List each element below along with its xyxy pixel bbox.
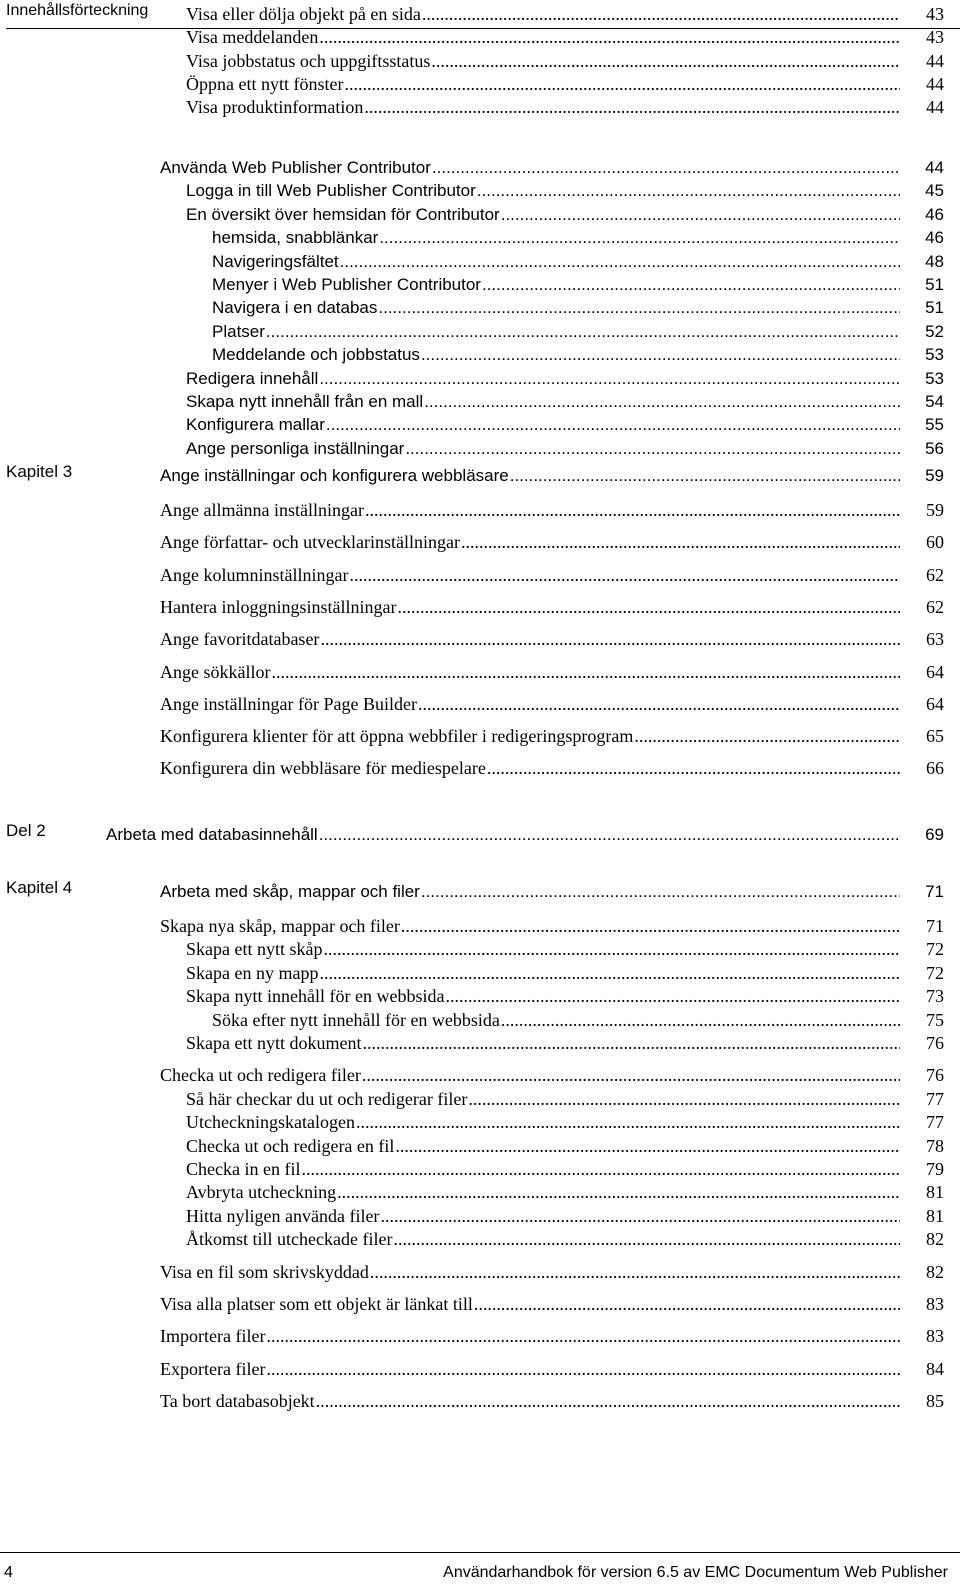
toc-entry[interactable] (212, 1010, 944, 1034)
toc-entry[interactable] (160, 532, 944, 556)
dot-leader (266, 1359, 900, 1380)
toc-entry-title: Skapa ett nytt skåp (186, 939, 323, 960)
toc-page-number: 62 (926, 564, 944, 585)
toc-entry-title: Konfigurera klienter för att öppna webbfiler i redigeringsprogram (160, 726, 634, 747)
toc-entry[interactable] (160, 158, 944, 182)
toc-page-number: 79 (926, 1159, 944, 1179)
dot-leader (365, 500, 900, 521)
running-header: Innehållsförteckning (6, 2, 149, 19)
toc-page-number: 77 (926, 1088, 944, 1109)
toc-entry[interactable] (212, 298, 944, 322)
toc-entry[interactable] (212, 275, 944, 299)
toc-entry[interactable] (186, 1159, 944, 1183)
toc-entry[interactable] (212, 345, 944, 369)
toc-page-number: 63 (926, 629, 944, 650)
toc-page-number: 72 (926, 939, 944, 960)
dot-leader (266, 322, 900, 342)
toc-entry[interactable] (160, 597, 944, 621)
dot-leader (405, 439, 900, 459)
toc-page-number: 82 (926, 1261, 944, 1282)
toc-entry[interactable] (160, 1065, 944, 1089)
toc-page-number: 81 (926, 1182, 944, 1203)
toc-page-number: 73 (926, 986, 944, 1007)
toc-page-number: 82 (926, 1229, 944, 1250)
dot-leader (395, 1136, 900, 1157)
toc-entry[interactable] (160, 694, 944, 718)
dot-leader (461, 532, 900, 553)
toc-page-number: 44 (925, 158, 944, 177)
toc-entry-title: Ange personliga inställningar (186, 438, 405, 458)
dot-leader (445, 986, 900, 1007)
toc-entry[interactable] (160, 565, 944, 589)
toc-page-number: 83 (926, 1326, 944, 1347)
toc-entry[interactable] (186, 369, 944, 393)
toc-entry[interactable] (186, 1089, 944, 1113)
toc-page-number: 64 (926, 661, 944, 682)
toc-page-number: 71 (926, 916, 944, 936)
toc-entry-title: Ange författar- och utvecklarinställningar (160, 532, 461, 553)
dot-leader (634, 726, 900, 747)
dot-leader (344, 74, 900, 95)
dot-leader (323, 939, 900, 960)
toc-page-number: 53 (925, 368, 944, 388)
toc-page-number: 64 (926, 693, 944, 714)
toc-entry[interactable] (186, 439, 944, 463)
toc-page-number: 48 (925, 251, 944, 271)
toc-entry-title: Öppna ett nytt fönster (186, 73, 344, 94)
toc-entry[interactable] (186, 986, 944, 1010)
toc-page-number: 56 (925, 438, 944, 458)
toc-entry-title: Skapa nya skåp, mappar och filer (160, 916, 400, 936)
toc-entry[interactable] (186, 4, 944, 28)
toc-entry[interactable] (212, 252, 944, 276)
toc-entry-title: Logga in till Web Publisher Contributor (186, 181, 476, 201)
dot-leader (326, 415, 900, 435)
toc-entry-title: Exportera filer (160, 1358, 266, 1379)
toc-page-number: 76 (926, 1065, 944, 1086)
chapter-heading[interactable] (160, 882, 944, 906)
toc-entry-title: Hitta nyligen använda filer (186, 1205, 380, 1226)
dot-leader (510, 466, 900, 486)
toc-entry[interactable] (160, 1326, 944, 1350)
toc-entry-title: Konfigurera mallar (186, 415, 325, 435)
toc-page-number: 60 (926, 532, 944, 553)
dot-leader (431, 51, 900, 72)
dot-leader (421, 345, 900, 365)
toc-entry[interactable] (186, 415, 944, 439)
toc-entry[interactable] (186, 51, 944, 75)
toc-page-number: 62 (926, 596, 944, 617)
toc-entry[interactable] (186, 1229, 944, 1253)
dot-leader (362, 1033, 900, 1054)
toc-entry[interactable] (160, 500, 944, 524)
toc-entry-title: Menyer i Web Publisher Contributor (212, 275, 481, 294)
dot-leader (378, 298, 900, 318)
toc-page-number: 55 (925, 415, 944, 435)
toc-page-number: 85 (926, 1391, 944, 1412)
toc-entry[interactable] (186, 97, 944, 121)
dot-leader (356, 1112, 900, 1133)
toc-entry-title: Ange kolumninställningar (160, 564, 349, 585)
toc-page-number: 59 (925, 466, 944, 485)
toc-page-number: 44 (926, 50, 944, 71)
toc-entry-title: Arbeta med databasinnehåll (106, 825, 318, 844)
toc-entry-title: Visa jobbstatus och uppgiftsstatus (186, 50, 431, 71)
dot-leader (487, 758, 900, 779)
toc-entry-title: Importera filer (160, 1326, 266, 1347)
dot-leader (397, 597, 900, 618)
toc-page-number: 66 (926, 758, 944, 779)
toc-entry[interactable] (186, 27, 944, 51)
dot-leader (468, 1089, 900, 1110)
toc-entry-title: Visa en fil som skrivskyddad (160, 1261, 369, 1282)
toc-entry-title: Skapa ett nytt dokument (186, 1033, 362, 1053)
toc-entry-title: Checka ut och redigera filer (160, 1065, 361, 1086)
toc-entry[interactable] (186, 205, 944, 229)
toc-entry[interactable] (186, 1033, 944, 1057)
toc-page-number: 59 (926, 500, 944, 520)
toc-page-number: 72 (926, 962, 944, 983)
toc-entry-title: Redigera innehåll (186, 368, 319, 388)
toc-entry[interactable] (160, 629, 944, 653)
toc-entry-title: Ta bort databasobjekt (160, 1391, 315, 1412)
toc-entry-title: Visa meddelanden (186, 27, 319, 48)
toc-entry[interactable] (186, 1182, 944, 1206)
toc-page-number: 71 (925, 882, 944, 901)
toc-entry-title: Navigera i en databas (212, 298, 378, 318)
dot-leader (319, 369, 900, 389)
toc-entry-title: Hantera inloggningsinställningar (160, 596, 397, 617)
toc-entry-title: Skapa en ny mapp (186, 962, 319, 983)
toc-page-number: 69 (925, 825, 944, 844)
dot-leader (432, 158, 900, 178)
toc-entry-title: Checka ut och redigera en fil (186, 1135, 395, 1156)
dot-leader (424, 392, 900, 412)
dot-leader (319, 825, 900, 845)
toc-entry-title: Navigeringsfältet (212, 251, 339, 271)
toc-entry-title: Ange favoritdatabaser (160, 629, 320, 650)
toc-page-number: 84 (926, 1358, 944, 1379)
toc-entry-title: Använda Web Publisher Contributor (160, 158, 431, 177)
toc-page-number: 43 (926, 4, 944, 24)
toc-page-number: 65 (926, 726, 944, 747)
footer-rule (0, 1552, 960, 1553)
toc-page-number: 53 (925, 345, 944, 365)
dot-leader (362, 1065, 900, 1086)
toc-entry-title: Visa eller dölja objekt på en sida (186, 4, 421, 24)
dot-leader (271, 662, 900, 683)
toc-entry[interactable] (186, 74, 944, 98)
chapter-heading[interactable] (160, 466, 944, 490)
toc-page-number: 44 (926, 97, 944, 118)
dot-leader (418, 694, 900, 715)
toc-page-number: 76 (926, 1033, 944, 1053)
toc-entry[interactable] (186, 963, 944, 987)
dot-leader (477, 181, 900, 201)
toc-entry-title: hemsida, snabblänkar (212, 228, 379, 248)
toc-entry[interactable] (186, 392, 944, 416)
toc-entry-title: Platser (212, 321, 265, 341)
dot-leader (370, 1262, 900, 1283)
toc-page-number: 46 (925, 228, 944, 248)
dot-leader (349, 565, 900, 586)
section-label: Kapitel 3 (6, 462, 73, 481)
toc-entry[interactable] (160, 1262, 944, 1286)
toc-entry-title: Visa produktinformation (186, 97, 364, 118)
toc-page-number: 75 (926, 1009, 944, 1030)
section-label: Kapitel 4 (6, 878, 73, 897)
dot-leader (474, 1294, 900, 1315)
toc-entry[interactable] (212, 228, 944, 252)
toc-entry-title: Ange sökkällor (160, 661, 271, 682)
dot-leader (337, 1182, 900, 1203)
footer-page-number: 4 (4, 1564, 13, 1581)
toc-page-number: 45 (925, 181, 944, 201)
toc-entry[interactable] (186, 1112, 944, 1136)
dot-leader (319, 963, 900, 984)
dot-leader (301, 1159, 900, 1180)
dot-leader (380, 1206, 900, 1227)
dot-leader (421, 882, 900, 902)
toc-page-number: 51 (925, 275, 944, 294)
toc-page-number: 44 (926, 73, 944, 94)
toc-entry-title: En översikt över hemsidan för Contributor (186, 204, 500, 224)
toc-entry-title: Skapa nytt innehåll för en webbsida (186, 986, 445, 1007)
toc-entry[interactable] (186, 181, 944, 205)
toc-entry-title: Så här checkar du ut och redigerar filer (186, 1088, 468, 1109)
toc-page-number: 51 (925, 298, 944, 318)
toc-entry[interactable] (186, 1136, 944, 1160)
dot-leader (482, 275, 900, 295)
toc-entry-title: Ange inställningar för Page Builder (160, 693, 417, 714)
toc-entry[interactable] (160, 1391, 944, 1415)
footer-book-title: Användarhandbok för version 6.5 av EMC Documentum Web Publisher (443, 1564, 948, 1581)
toc-entry[interactable] (160, 1294, 944, 1318)
part-heading[interactable] (106, 825, 944, 849)
toc-entry-title: Söka efter nytt innehåll för en webbsida (212, 1009, 500, 1030)
toc-page-number: 46 (925, 204, 944, 224)
toc-entry-title: Utcheckningskatalogen (186, 1112, 355, 1133)
toc-entry-title: Åtkomst till utcheckade filer (186, 1229, 393, 1250)
dot-leader (401, 916, 900, 937)
toc-page-number: 78 (926, 1135, 944, 1156)
dot-leader (319, 27, 900, 48)
toc-entry[interactable] (160, 662, 944, 686)
toc-page-number: 77 (926, 1112, 944, 1133)
toc-entry-title: Meddelande och jobbstatus (212, 345, 420, 365)
toc-page-number: 43 (926, 27, 944, 48)
toc-page-number: 52 (925, 321, 944, 341)
toc-page-number: 54 (925, 392, 944, 411)
toc-entry[interactable] (186, 939, 944, 963)
toc-entry-title: Arbeta med skåp, mappar och filer (160, 882, 420, 901)
toc-page-number: 83 (926, 1294, 944, 1314)
toc-entry[interactable] (160, 916, 944, 940)
toc-entry[interactable] (160, 1359, 944, 1383)
toc-entry-title: Ange inställningar och konfigurera webbläsare (160, 466, 509, 485)
dot-leader (316, 1391, 900, 1412)
dot-leader (340, 252, 900, 272)
toc-entry-title: Visa alla platser som ett objekt är länkat till (160, 1294, 473, 1314)
dot-leader (364, 97, 900, 118)
toc-entry-title: Avbryta utcheckning (186, 1182, 337, 1203)
toc-entry-title: Skapa nytt innehåll från en mall (186, 392, 424, 411)
toc-entry[interactable] (212, 322, 944, 346)
toc-entry-title: Ange allmänna inställningar (160, 500, 364, 520)
toc-entry-title: Checka in en fil (186, 1159, 301, 1179)
dot-leader (422, 4, 900, 25)
dot-leader (501, 1010, 900, 1031)
toc-entry[interactable] (186, 1206, 944, 1230)
toc-entry-title: Konfigurera din webbläsare för mediespelare (160, 758, 486, 779)
dot-leader (501, 205, 900, 225)
section-label: Del 2 (6, 821, 46, 840)
dot-leader (379, 228, 900, 248)
toc-entry[interactable] (160, 726, 944, 750)
toc-page-number: 81 (926, 1205, 944, 1226)
dot-leader (266, 1326, 900, 1347)
toc-entry[interactable] (160, 758, 944, 782)
dot-leader (393, 1229, 900, 1250)
dot-leader (320, 629, 900, 650)
